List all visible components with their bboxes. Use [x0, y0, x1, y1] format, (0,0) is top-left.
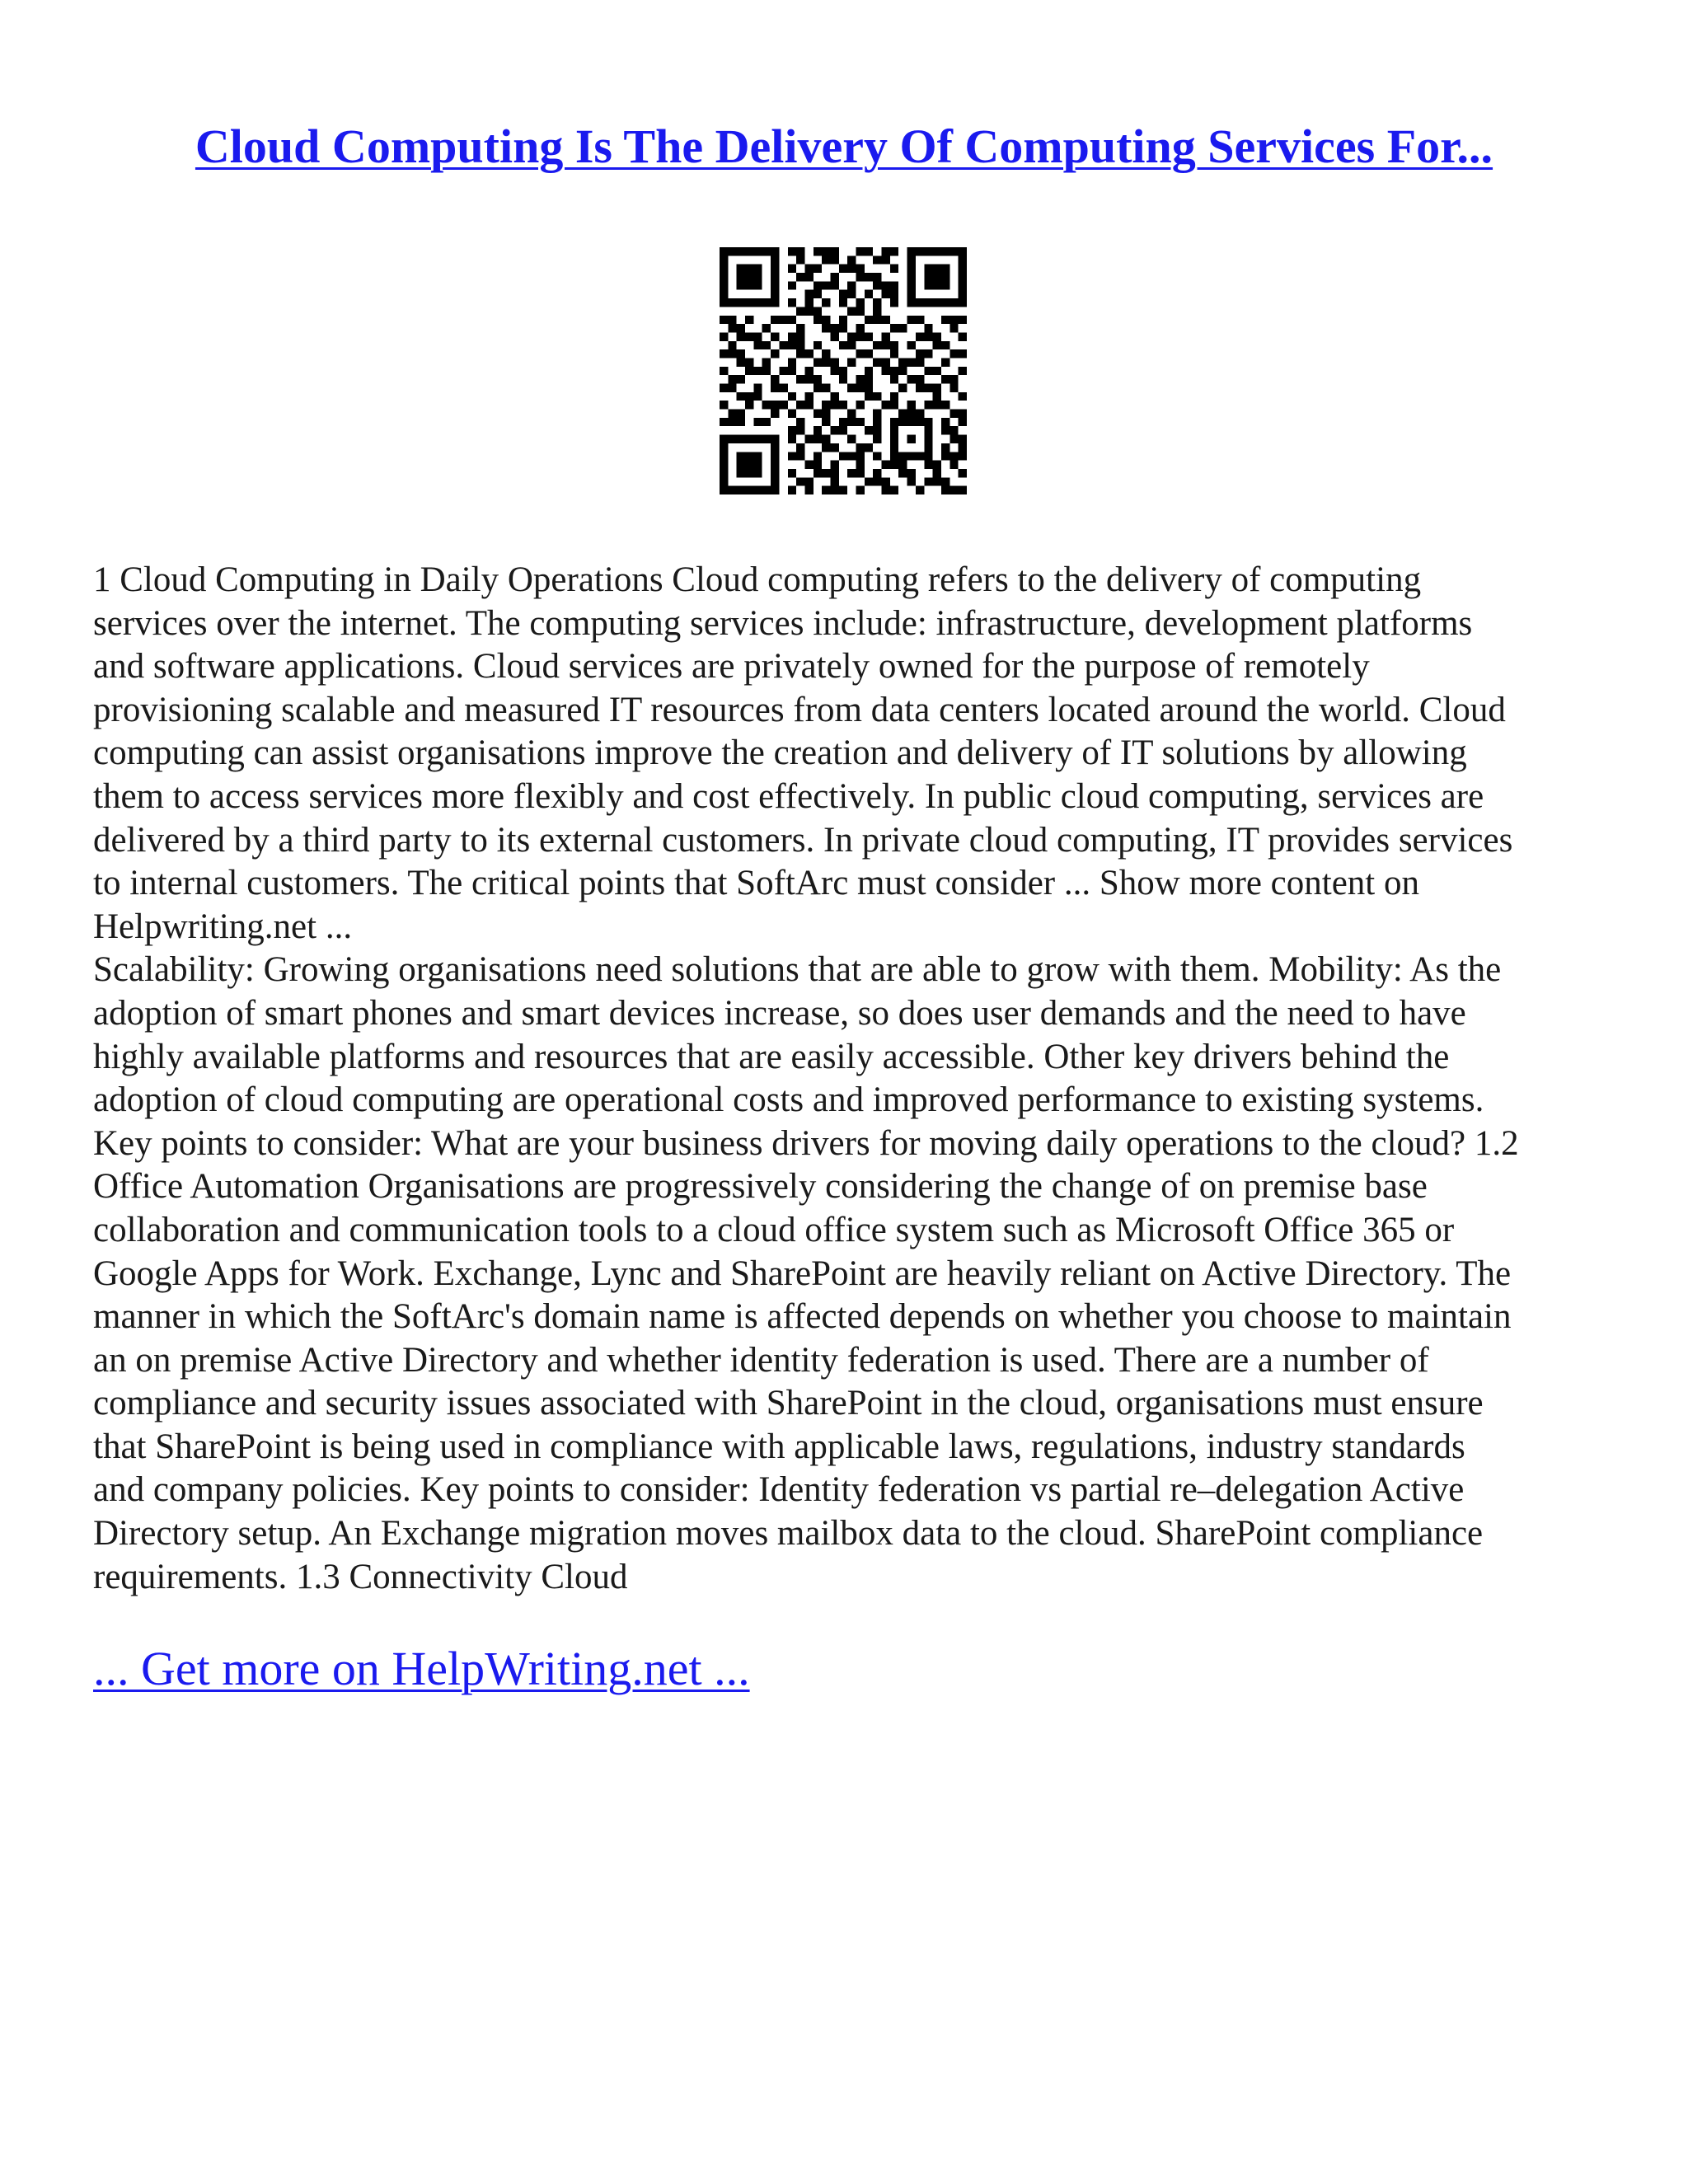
qr-code-graphic: [720, 247, 967, 494]
body-line: Office Automation Organisations are progressively considering the change of on premise base: [93, 1167, 1428, 1207]
body-line: compliance and security issues associated with SharePoint in the cloud, organisations must ensure: [93, 1384, 1484, 1423]
body-line: adoption of smart phones and smart devices increase, so does user demands and the need to have: [93, 993, 1466, 1033]
body-line: and company policies. Key points to consider: Identity federation vs partial re–delegation Active: [93, 1470, 1465, 1510]
body-line: that SharePoint is being used in compliance with applicable laws, regulations, industry standards: [93, 1427, 1465, 1466]
article-body: [93, 559, 1610, 1599]
body-line: computing can assist organisations improve the creation and delivery of IT solutions by allowing: [93, 733, 1467, 773]
body-line: to internal customers. The critical points that SoftArc must consider ... Show more content on: [93, 864, 1419, 903]
body-line: Directory setup. An Exchange migration moves mailbox data to the cloud. SharePoint compliance: [93, 1514, 1484, 1554]
body-line: and software applications. Cloud services are privately owned for the purpose of remotely: [93, 647, 1370, 687]
body-line: adoption of cloud computing are operational costs and improved performance to existing systems.: [93, 1080, 1484, 1120]
body-line: Key points to consider: What are your business drivers for moving daily operations to the cloud? 1.2: [93, 1123, 1519, 1163]
body-line: requirements. 1.3 Connectivity Cloud: [93, 1557, 628, 1596]
body-line: provisioning scalable and measured IT resources from data centers located around the world. Cloud: [93, 690, 1506, 729]
body-line: highly available platforms and resources that are easily accessible. Other key drivers behind the: [93, 1037, 1450, 1076]
body-line: delivered by a third party to its external customers. In private cloud computing, IT provides services: [93, 820, 1513, 860]
qr-code-image: [720, 247, 967, 494]
body-line: them to access services more flexibly and cost effectively. In public cloud computing, services are: [93, 776, 1484, 816]
body-line: an on premise Active Directory and whether identity federation is used. There are a number of: [93, 1340, 1429, 1380]
body-line: 1 Cloud Computing in Daily Operations Cloud computing refers to the delivery of computing: [93, 560, 1422, 599]
body-line: Scalability: Growing organisations need solutions that are able to grow with them. Mobility: As the: [93, 950, 1502, 990]
body-line: Google Apps for Work. Exchange, Lync and SharePoint are heavily reliant on Active Directory. The: [93, 1254, 1512, 1293]
get-more-link[interactable]: ... Get more on HelpWriting.net ...: [93, 1642, 750, 1695]
body-line: manner in which the SoftArc's domain name is affected depends on whether you choose to maintain: [93, 1297, 1512, 1337]
title-link[interactable]: Cloud Computing Is The Delivery Of Computing Services For...: [195, 120, 1493, 173]
body-line: services over the internet. The computing services include: infrastructure, development platforms: [93, 603, 1473, 643]
body-line: Helpwriting.net ...: [93, 907, 353, 946]
page-title: [0, 114, 1688, 180]
body-line: collaboration and communication tools to a cloud office system such as Microsoft Office 365 or: [93, 1210, 1455, 1249]
